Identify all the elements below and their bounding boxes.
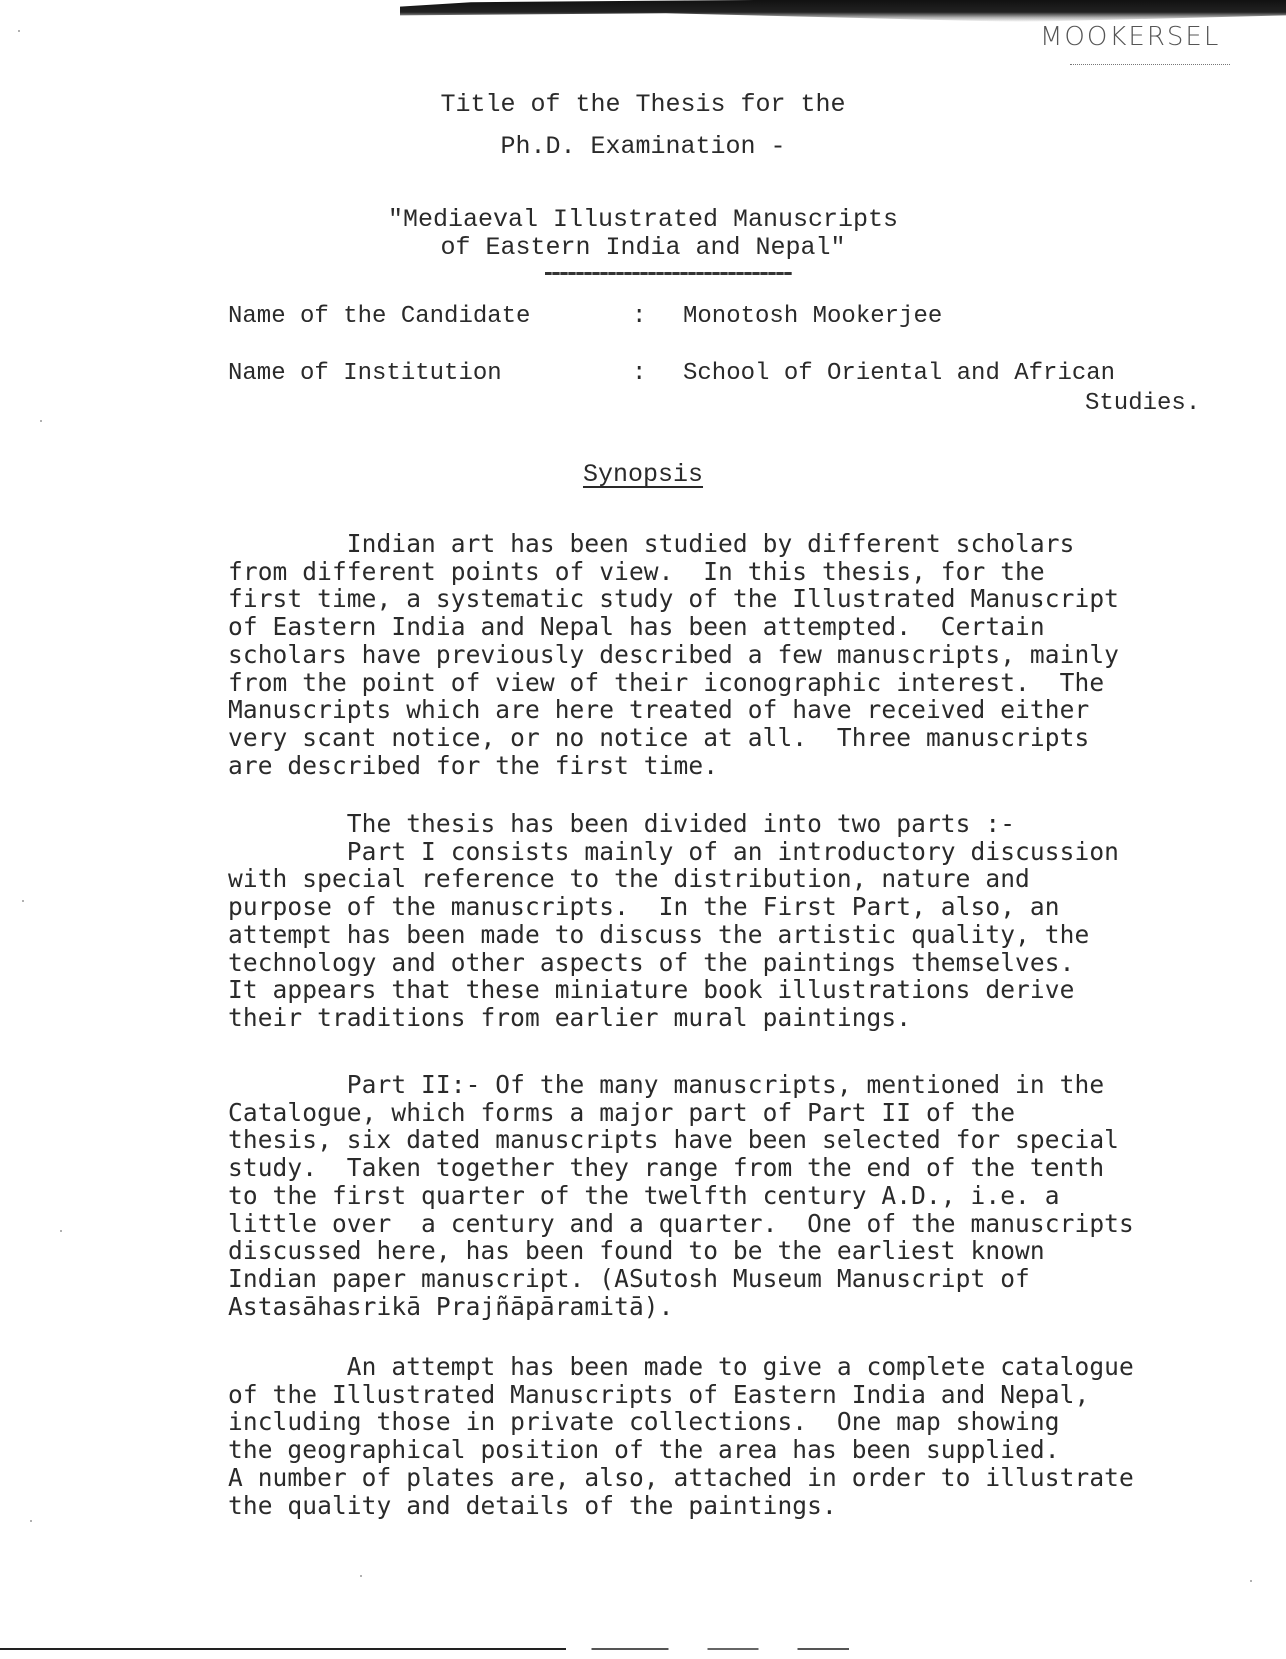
institution-label: Name of Institution xyxy=(228,360,502,387)
header-line-1: Title of the Thesis for the xyxy=(440,90,846,119)
institution-name: School of Oriental and African xyxy=(683,360,1116,387)
candidate-separator: : xyxy=(632,303,647,330)
scan-speck xyxy=(360,1575,362,1577)
synopsis-paragraph-4: An attempt has been made to give a complete catalogue of the Illustrated Manuscripts of Eastern India and Nepal, including those in private collections. One map showing the geographical position of the area has been supplied. A number of plates are, also, attached in order to illustrate the quality and details of the paintings. xyxy=(228,1352,1134,1520)
handwritten-underline xyxy=(1070,64,1230,65)
thesis-title-line-2: of Eastern India and Nepal" xyxy=(440,233,846,262)
thesis-title-line-1: "Mediaeval Illustrated Manuscripts xyxy=(387,205,899,234)
title-underline xyxy=(545,272,792,275)
scan-bottom-edge xyxy=(0,1648,1286,1650)
scan-speck xyxy=(18,30,20,32)
header-line-2: Ph.D. Examination - xyxy=(500,132,786,161)
institution-name-line-2: Studies. xyxy=(1085,390,1201,417)
handwritten-note: MOOKERSEL xyxy=(1040,22,1221,52)
scan-speck xyxy=(1250,1580,1252,1582)
synopsis-paragraph-2: The thesis has been divided into two parts :- Part I consists mainly of an introductory discussion with special reference to the distribution, nature and purpose of the manuscripts. In the First Part, also, an attempt has been made to discuss the artistic quality, the technology and other aspects of the paintings themselves. It appears that these miniature book illustrations derive their traditions from earlier mural paintings. xyxy=(228,809,1120,1032)
synopsis-paragraph-1: Indian art has been studied by different scholars from different points of view. In this thesis, for the first time, a systematic study of the Illustrated Manuscript of Eastern India and Nepal has been attempted. Certain scholars have previously described a few manuscripts, mainly from the point of view of their iconographic interest. The Manuscripts which are here treated of have received either very scant notice, or no notice at all. Three manuscripts are described for the first time. xyxy=(228,529,1120,780)
scan-edge-shadow xyxy=(400,0,1286,22)
scan-speck xyxy=(60,1230,62,1232)
scan-speck xyxy=(30,1520,32,1522)
candidate-name: Monotosh Mookerjee xyxy=(683,303,943,330)
institution-separator: : xyxy=(632,360,647,387)
candidate-label: Name of the Candidate xyxy=(228,303,531,330)
scan-speck xyxy=(22,900,24,902)
synopsis-paragraph-3: Part II:- Of the many manuscripts, mentioned in the Catalogue, which forms a major part of Part II of the thesis, six dated manuscripts have been selected for special study. Taken together they range from the end of the tenth to the first quarter of the twelfth century A.D., i.e. a little over a century and a quarter. One of the manuscripts discussed here, has been found to be the earliest known Indian paper manuscript. (ASutosh Museum Manuscript of Astasāhasrikā Prajñāpāramitā). xyxy=(228,1070,1134,1321)
scan-speck xyxy=(40,420,42,422)
synopsis-heading: Synopsis xyxy=(582,460,704,489)
